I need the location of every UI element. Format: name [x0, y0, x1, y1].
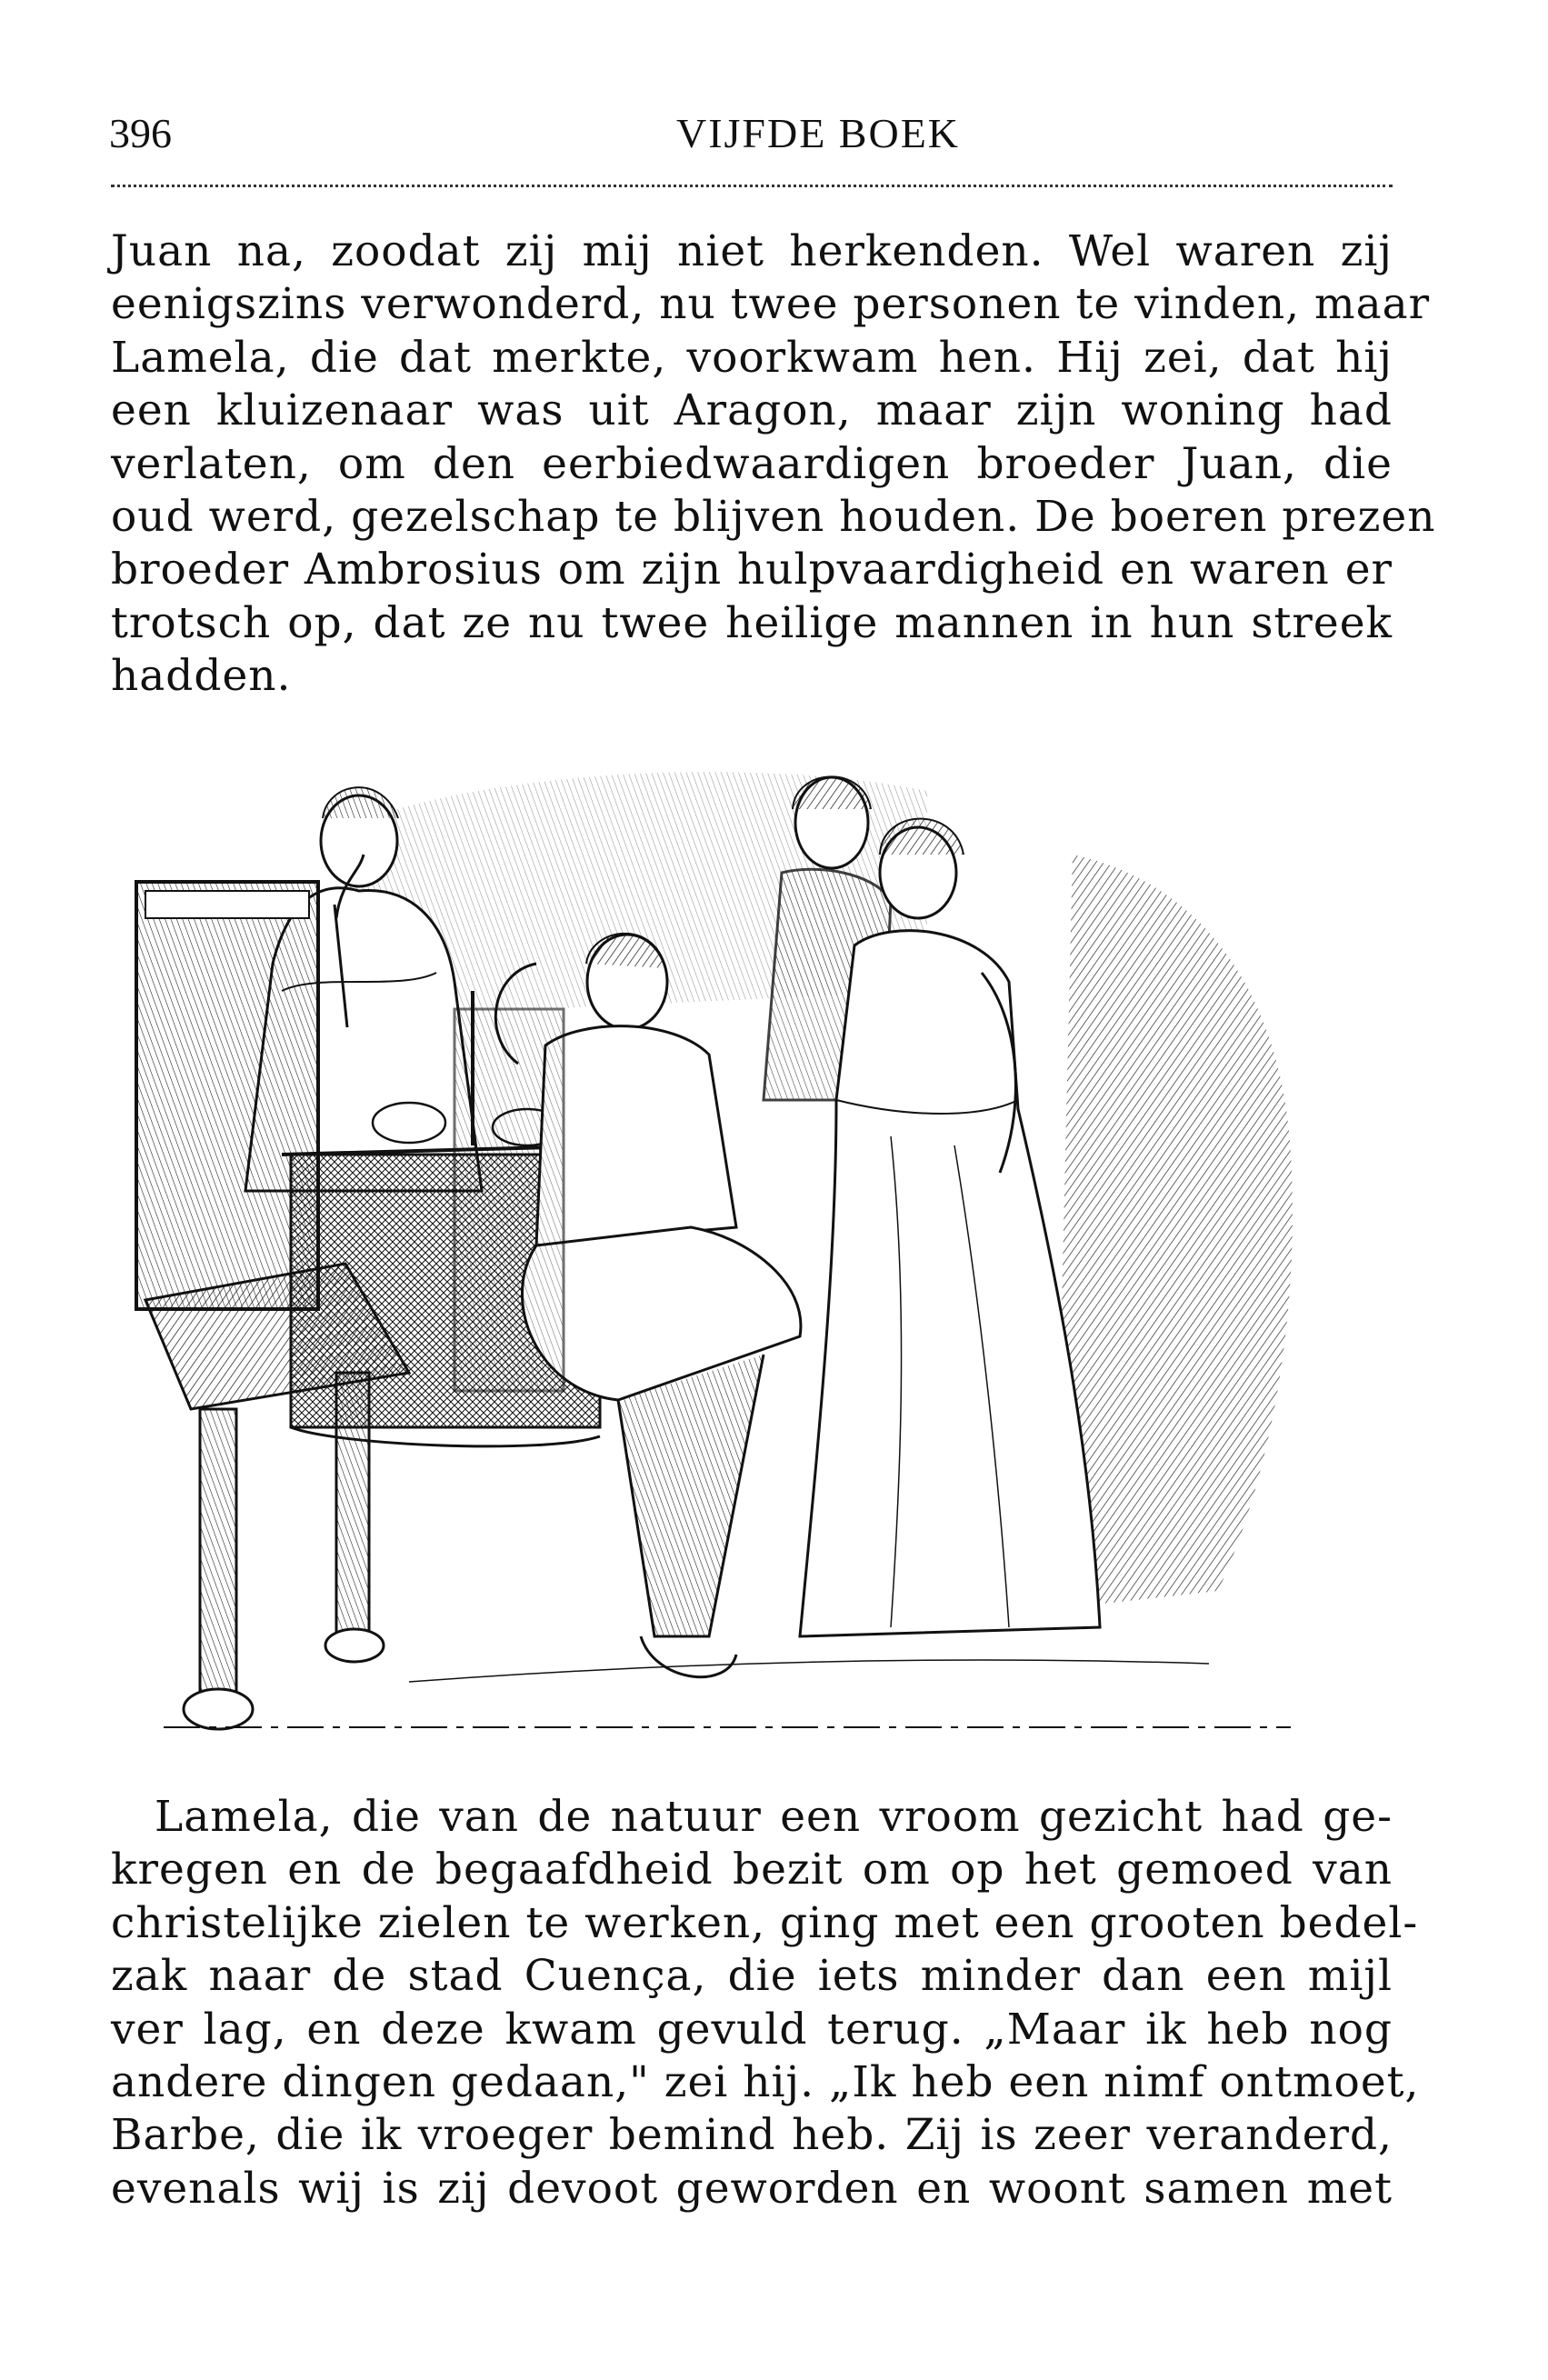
text-line: Juan na, zoodat zij mij niet herkenden. Wel waren zij — [111, 226, 1393, 276]
text-line: Lamela, die van de natuur een vroom gezicht had ge- — [155, 1792, 1393, 1842]
engraving-illustration — [109, 718, 1400, 1755]
text-line: broeder Ambrosius om zijn hulpvaardigheid en waren er — [111, 545, 1393, 595]
text-line: eenigszins verwonderd, nu twee personen te vinden, maar — [111, 279, 1431, 330]
running-head: VIJFDE BOEK — [675, 110, 961, 156]
paragraph-1 — [111, 225, 1436, 704]
text-line: hadden. — [111, 651, 292, 702]
text-line: Lamela, die dat merkte, voorkwam hen. Hij zei, dat hij — [111, 332, 1393, 383]
text-line: Barbe, die ik vroeger bemind heb. Zij is zeer veranderd, — [111, 2110, 1393, 2161]
engraving-drawing — [109, 718, 1400, 1755]
page-number: 396 — [109, 110, 172, 156]
text-line: evenals wij is zij devoot geworden en woont samen met — [111, 2163, 1393, 2214]
text-line: ver lag, en deze kwam gevuld terug. „Maar ik heb nog — [111, 2004, 1393, 2055]
text-line: verlaten, om den eerbiedwaardigen broeder Juan, die — [111, 438, 1393, 489]
page-header — [109, 102, 1393, 165]
paragraph-2 — [111, 1791, 1420, 2215]
text-line: trotsch op, dat ze nu twee heilige mannen in hun streek — [111, 597, 1393, 648]
text-line: zak naar de stad Cuença, die iets minder dan een mijl — [111, 1951, 1393, 2002]
header-rule — [111, 185, 1393, 187]
text-line: een kluizenaar was uit Aragon, maar zijn woning had — [111, 385, 1393, 436]
seated-man-figure — [454, 934, 801, 1677]
text-line: christelijke zielen te werken, ging met een grooten bedel- — [111, 1897, 1419, 1948]
text-line: oud werd, gezelschap te blijven houden. De boeren prezen — [111, 491, 1436, 542]
text-line: kregen en de begaafdheid bezit om op het gemoed van — [111, 1845, 1393, 1895]
text-line: andere dingen gedaan," zei hij. „Ik heb een nimf ontmoet, — [111, 2056, 1420, 2107]
